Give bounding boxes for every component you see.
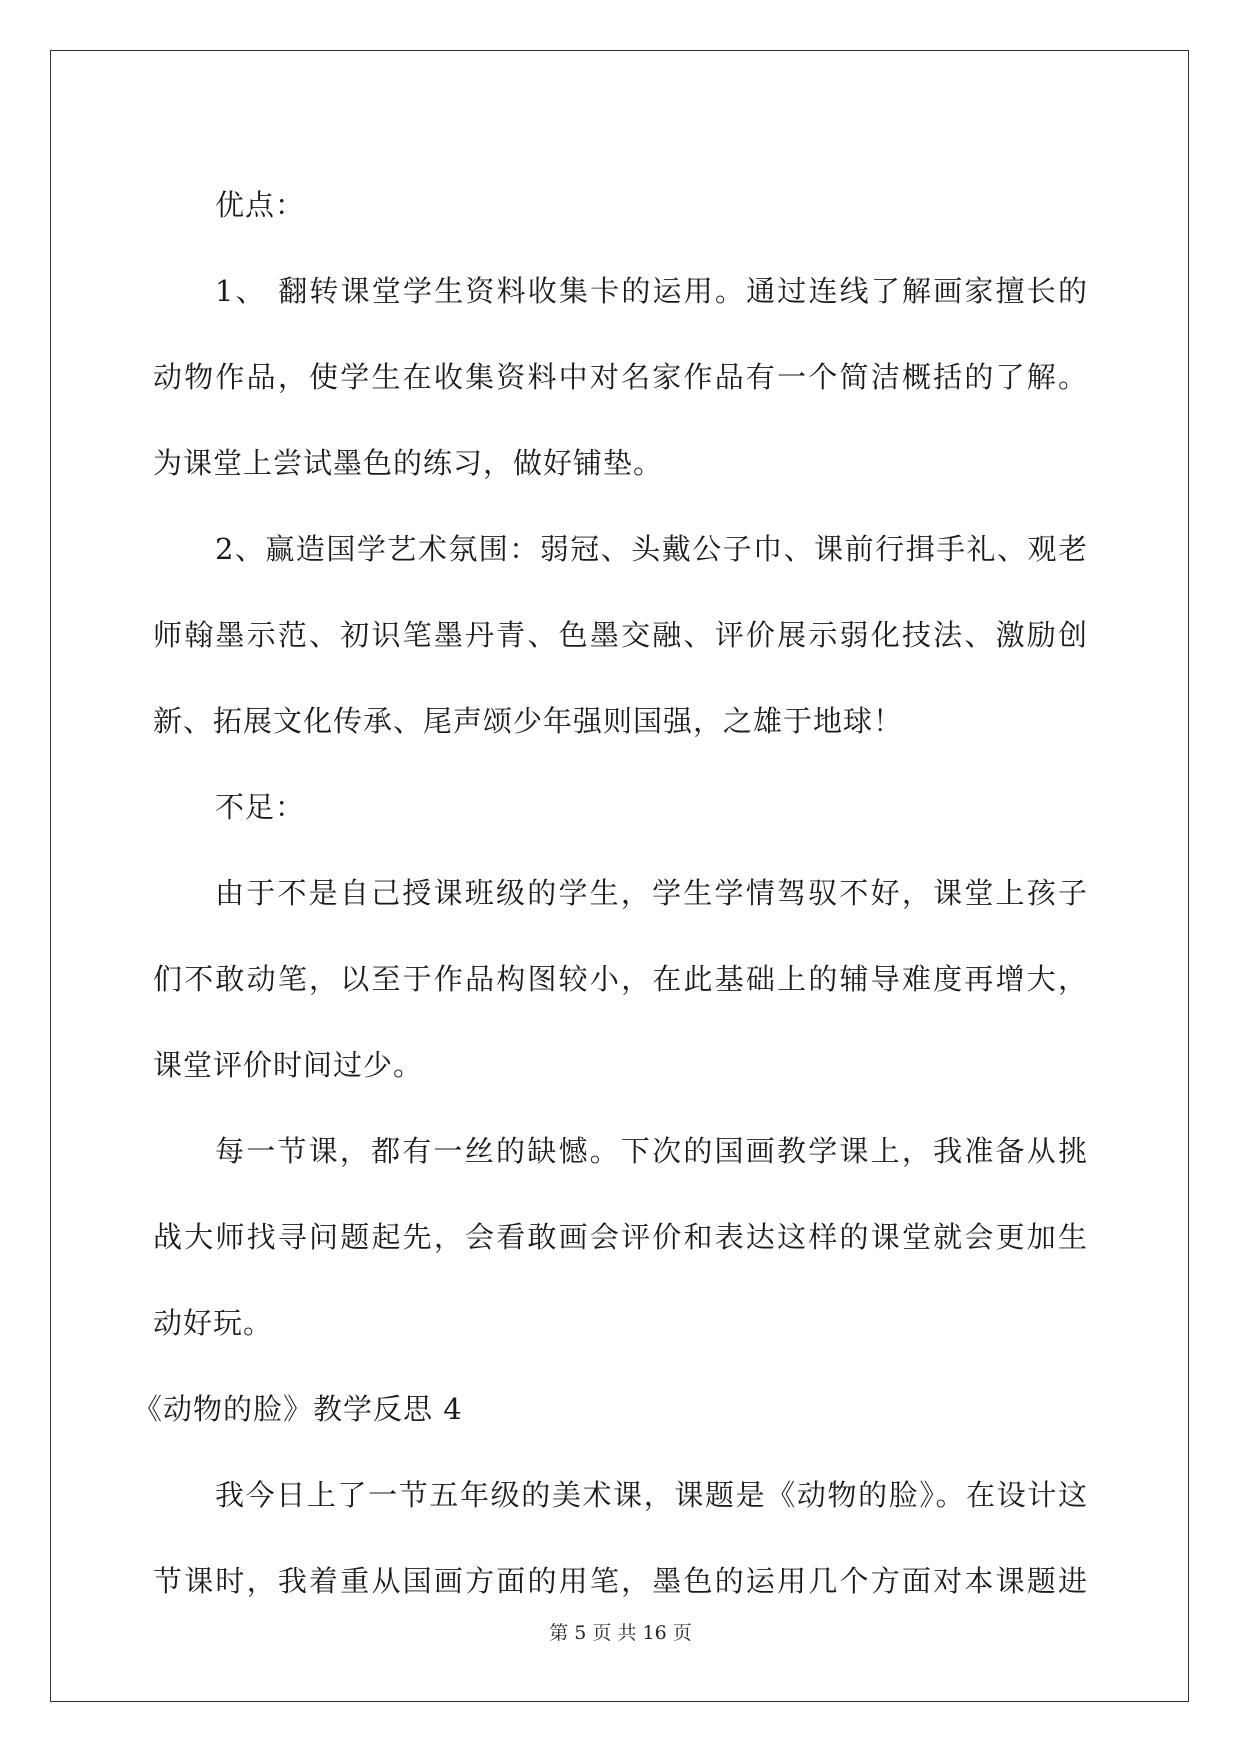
paragraph-point-1 [153,248,1088,506]
text-line: 优点： [215,188,306,222]
text-line: 节课时，我着重从国画方面的用笔，墨色的运用几个方面对本课题进 [153,1564,1088,1598]
text-line: 2、赢造国学艺术氛围：弱冠、头戴公子巾、课前行揖手礼、观老 [215,532,1088,566]
text-line: 课堂评价时间过少。 [153,1048,424,1082]
text-line: 不足： [215,790,306,824]
text-line: 1、 翻转课堂学生资料收集卡的运用。通过连线了解画家擅长的 [215,274,1088,308]
document-body [133,162,1088,1624]
paragraph-section-intro [153,1452,1088,1624]
paragraph-shortcomings-heading [153,764,1088,850]
paragraph-advantages-heading [153,162,1088,248]
text-line: 动好玩。 [153,1306,274,1340]
page-number-footer: 第 5 页 共 16 页 [549,1622,692,1644]
paragraph-point-2 [153,506,1088,764]
text-line: 动物作品，使学生在收集资料中对名家作品有一个简洁概括的了解。 [153,360,1088,394]
text-line: 每一节课，都有一丝的缺憾。下次的国画教学课上，我准备从挑 [215,1134,1088,1168]
text-line: 师翰墨示范、初识笔墨丹青、色墨交融、评价展示弱化技法、激励创 [153,618,1088,652]
paragraph-shortcomings [153,850,1088,1108]
text-line: 由于不是自己授课班级的学生，学生学情驾驭不好，课堂上孩子 [215,876,1088,910]
text-line: 新、拓展文化传承、尾声颂少年强则国强，之雄于地球！ [153,704,904,738]
paragraph-reflection [153,1108,1088,1366]
text-line: 战大师找寻问题起先，会看敢画会评价和表达这样的课堂就会更加生 [153,1220,1088,1254]
section-title: 《动物的脸》教学反思 4 [133,1392,463,1426]
text-line: 们不敢动笔，以至于作品构图较小，在此基础上的辅导难度再增大， [153,962,1088,996]
text-line: 为课堂上尝试墨色的练习，做好铺垫。 [153,446,664,480]
text-line: 我今日上了一节五年级的美术课，课题是《动物的脸》。在设计这 [215,1478,1088,1512]
